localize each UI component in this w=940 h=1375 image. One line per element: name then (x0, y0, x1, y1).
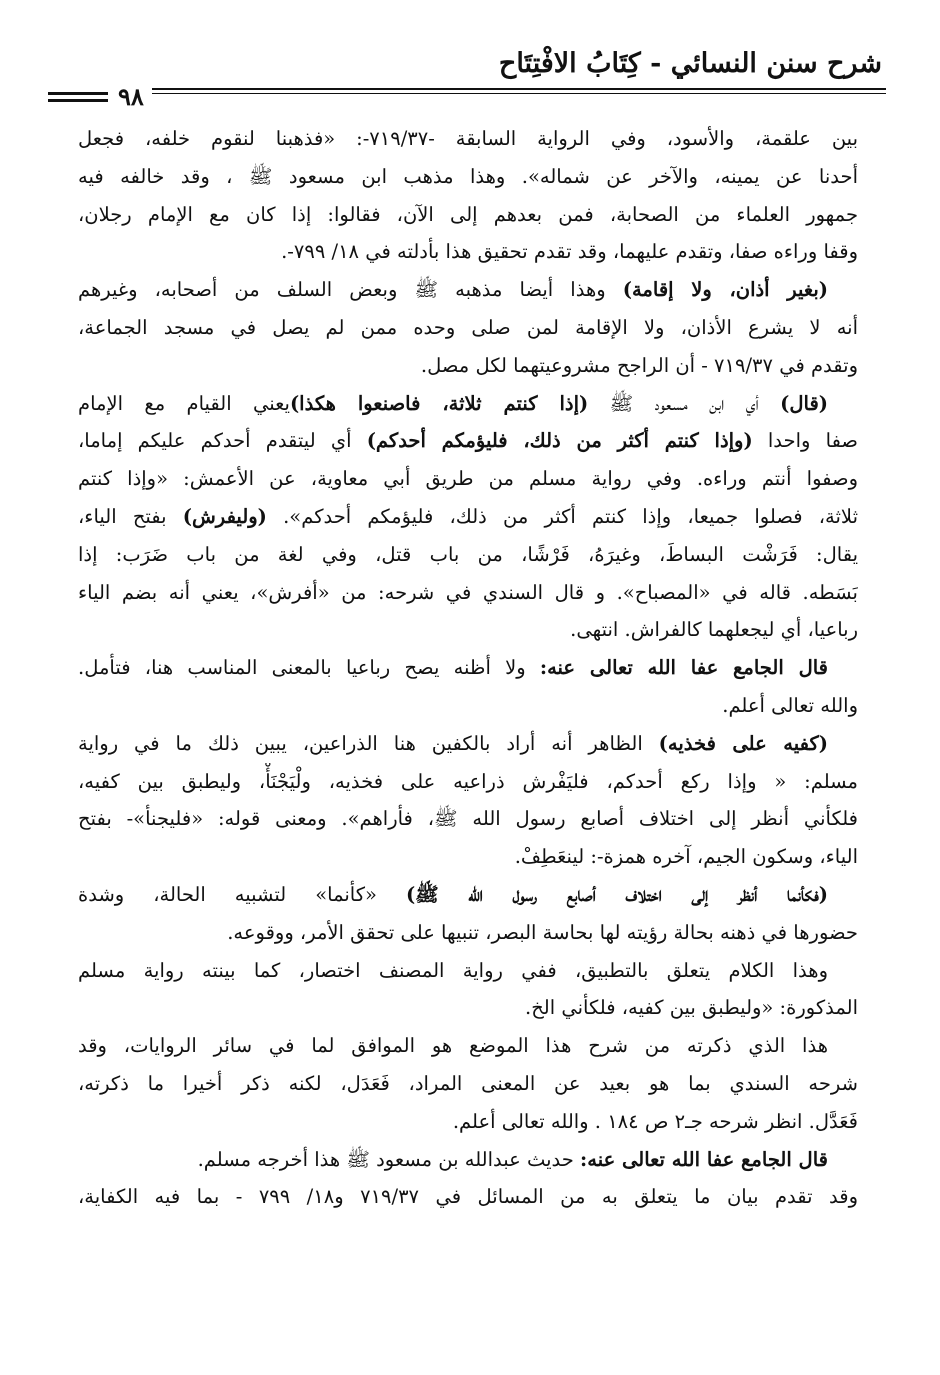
bold-phrase: قال الجامع عفا الله تعالى عنه: (539, 656, 828, 680)
text-segment: وقفا وراءه صفا، وتقدم عليهما، وقد تقدم تحقيق هذا بأدلته في ١٨/ ٧٩٩-. (281, 240, 858, 264)
text-line (78, 800, 858, 838)
text-segment: فَعَدَّل. انظر شرحه جـ٢ ص ١٨٤ . والله تعالى أعلم. (452, 1109, 858, 1133)
text-segment: جمهور العلماء من الصحابة، فمن بعدهم إلى الآن، فقالوا: إذا كان مع الإمام رجلان، (78, 202, 858, 226)
page-header (48, 48, 886, 111)
text-segment: شرحه السندي بما هو بعيد عن المعنى المراد، فَعَدَل، لكنه ذكر أخيرا ما ذكرته، (78, 1071, 858, 1095)
text-line (78, 1027, 858, 1065)
text-line (78, 385, 858, 423)
text-line (78, 536, 858, 574)
text-segment: فلكأني أنظر إلى اختلاف أصابع رسول الله ﷺ، فأراهم». ومعنى قوله: «فليجنأ»- بفتح (78, 807, 858, 831)
bold-phrase: (كفيه على فخذيه) (658, 731, 828, 755)
text-line (78, 838, 858, 876)
text-segment: والله تعالى أعلم. (722, 693, 858, 717)
text-segment: هذا الذي ذكرته من شرح هذا الموضع هو الموافق لما في سائر الروايات، وقد (78, 1034, 828, 1058)
text-segment: أنه لا يشرع الأذان، ولا الإقامة لمن صلى وحده ممن لم يصل في مسجد الجماعة، (78, 315, 858, 339)
text-segment: «كأنما» لتشبيه الحالة، وشدة (78, 882, 406, 906)
page-number-block (48, 82, 152, 111)
text-segment: وهذا أيضا مذهبه ﷺ وبعض السلف من أصحابه، وغيرهم (78, 278, 623, 302)
text-line (78, 952, 858, 990)
page-number-rule (48, 92, 108, 102)
text-line (78, 347, 858, 385)
text-segment: مسلم: « وإذا ركع أحدكم، فليَفْرش ذراعيه على فخذيه، ولْيَجْنَأْ، وليطبق بين كفيه، (78, 769, 858, 793)
text-line (78, 271, 858, 309)
text-segment: أي ليتقدم أحدكم عليكم إماما، (78, 429, 367, 453)
text-segment: رباعيا، أي ليجعلهما كالفراش. انتهى. (570, 618, 858, 642)
bold-phrase: قال الجامع عفا الله تعالى عنه: (580, 1147, 828, 1171)
text-segment: وقد تقدم بيان ما يتعلق به من المسائل في ٧١٩/٣٧ و١٨/ ٧٩٩ - بما فيه الكفاية، (78, 1185, 858, 1209)
bold-phrase: (فكأنما أنظر إلى اختلاف أصابع رسول الله ﷺ) (405, 882, 828, 906)
text-segment: الياء، وسكون الجيم، آخره همزة-: لينعَطِفْ. (514, 845, 858, 869)
text-line (78, 498, 858, 536)
text-segment: أي ابن مسعود ﷺ (588, 391, 781, 415)
text-line (78, 422, 858, 460)
running-title: شرح سنن النسائي - كِتَابُ الافْتِتَاح (498, 48, 882, 79)
text-segment: يعني القيام مع الإمام (78, 391, 290, 415)
text-line (78, 725, 858, 763)
text-segment: وتقدم في ٧١٩/٣٧ - أن الراجح مشروعيتهما لكل مصل. (420, 353, 858, 377)
text-segment: ولا أظنه يصح رباعيا بالمعنى المناسب هنا، فتأمل. (78, 656, 540, 680)
text-line (78, 309, 858, 347)
text-segment: بفتح الياء، (78, 504, 183, 528)
text-segment: بين علقمة، والأسود، وفي الرواية السابقة -٧١٩/٣٧-: «فذهبنا لنقوم خلفه، فجعل (78, 127, 858, 150)
text-segment: المذكورة: «وليطبق بين كفيه، فلكأني الخ. (525, 996, 858, 1020)
bold-phrase: (وإذا كنتم أكثر من ذلك، فليؤمكم أحدكم) (366, 429, 753, 453)
text-segment: يقال: فَرَشْت البساطَ، وغيرَهُ، فَرْشًا، من باب قتل، وفي لغة من باب ضَرَب: إذا (78, 542, 858, 566)
text-line (78, 233, 858, 271)
text-line (78, 989, 858, 1027)
text-line (78, 120, 858, 158)
header-rule (48, 88, 886, 90)
text-line (78, 649, 858, 687)
text-segment: حضورها في ذهنه بحالة رؤيته لها بحاسة البصر، تنبيها على تحقق الأمر، ووقوعه. (227, 920, 858, 944)
text-line (78, 914, 858, 952)
header-rule-thin (48, 93, 886, 94)
text-line (78, 158, 858, 196)
bold-phrase: (قال) (780, 391, 828, 415)
bold-phrase: (وليفرش) (182, 504, 267, 528)
text-line (78, 763, 858, 801)
text-segment: الظاهر أنه أراد بالكفين هنا الذراعين، يبين ذلك ما في رواية (78, 731, 659, 755)
text-segment: بَسَطه. قاله في «المصباح». و قال السندي في شرحه: من «أفرش»، يعني أنه بضم الياء (78, 580, 858, 604)
page-number: ٩٨ (118, 82, 144, 111)
text-line (78, 1178, 858, 1216)
text-segment: صفا واحدا (752, 429, 858, 453)
text-segment: ثلاثة، فصلوا جميعا، وإذا كنتم أكثر من ذلك، فليؤمكم أحدكم». (266, 504, 858, 528)
text-segment: أحدنا عن يمينه، والآخر عن شماله». وهذا مذهب ابن مسعود ﷺ ، وقد خالفه فيه (78, 164, 858, 188)
text-line (78, 1065, 858, 1103)
text-line (78, 1141, 858, 1179)
text-line (78, 611, 858, 649)
text-line (78, 1103, 858, 1141)
text-segment: وهذا الكلام يتعلق بالتطبيق، ففي رواية المصنف اختصار، كما بينته رواية مسلم (78, 958, 828, 982)
body-text (78, 120, 858, 1216)
text-line (78, 687, 858, 725)
text-line (78, 196, 858, 234)
text-segment: وصفوا أنتم وراءه. وفي رواية مسلم من طريق أبي معاوية، عن الأعمش: «وإذا كنتم (78, 467, 858, 491)
bold-phrase: (بغير أذان، ولا إقامة) (622, 278, 828, 302)
bold-phrase: (إذا كنتم ثلاثة، فاصنعوا هكذا) (289, 391, 589, 415)
text-line (78, 460, 858, 498)
text-line (78, 574, 858, 612)
text-line (78, 876, 858, 914)
text-segment: حديث عبدالله بن مسعود ﷺ هذا أخرجه مسلم. (197, 1147, 581, 1171)
